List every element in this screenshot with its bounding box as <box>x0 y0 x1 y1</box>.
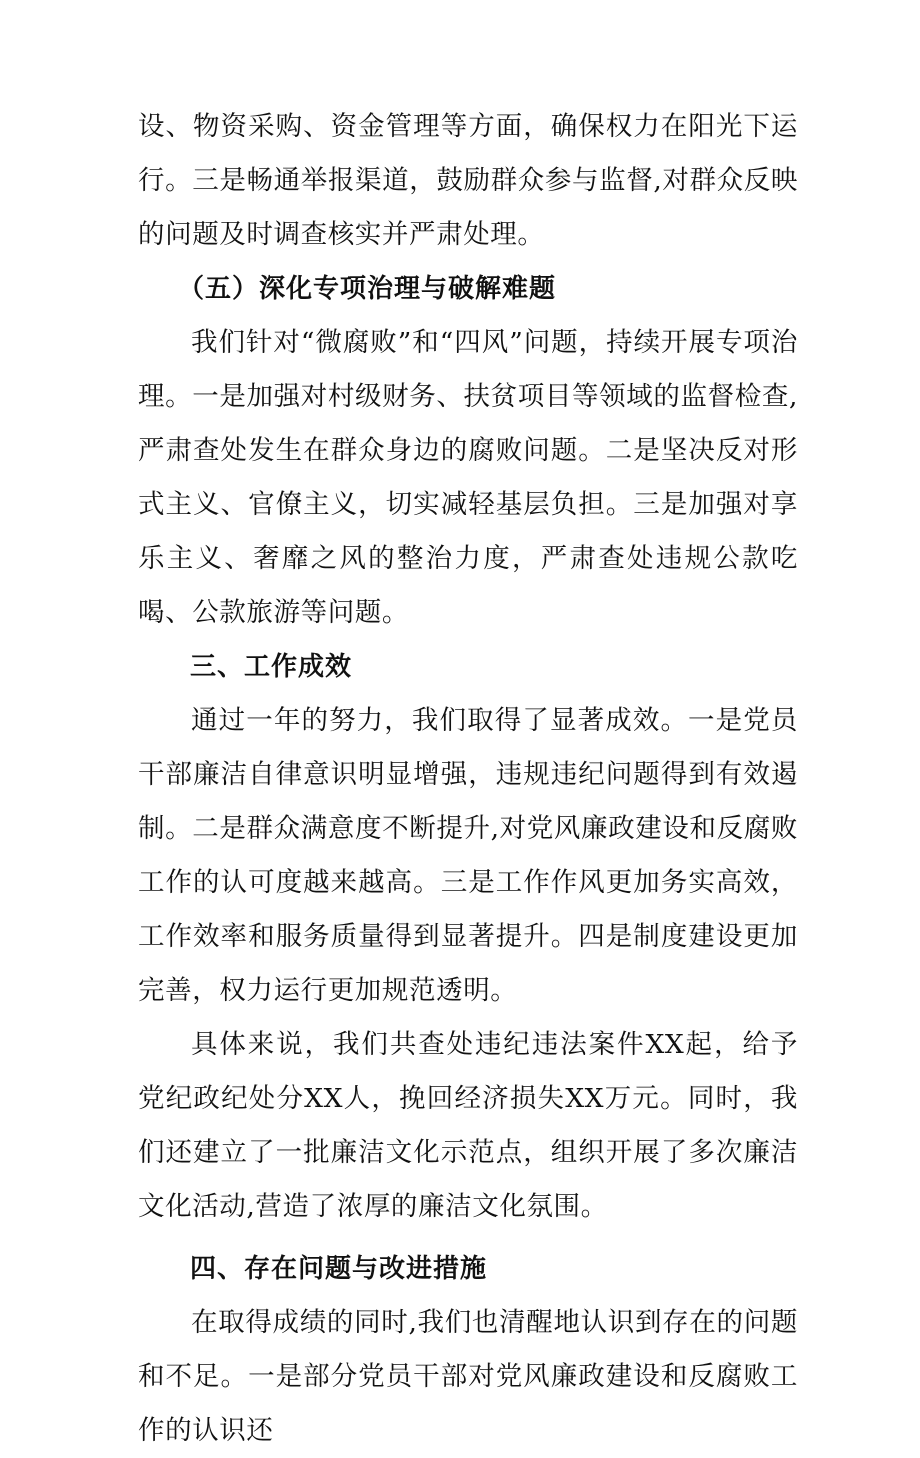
paragraph-continued: 设、物资采购、资金管理等方面，确保权力在阳光下运行。三是畅通举报渠道，鼓励群众参与监督,对群众反映的问题及时调查核实并严肃处理。 <box>138 111 798 250</box>
section-heading-five: （五）深化专项治理与破解难题 <box>178 274 557 304</box>
paragraph-problems: 在取得成绩的同时,我们也清醒地认识到存在的问题和不足。一是部分党员干部对党风廉政建设和反腐败工作的认识还 <box>138 1307 798 1446</box>
section-heading-results: 三、工作成效 <box>190 652 353 682</box>
spacer <box>138 1234 798 1242</box>
paragraph-special-governance: 我们针对“微腐败”和“四风”问题，持续开展专项治理。一是加强对村级财务、扶贫项目等领域的监督检查,严肃查处发生在群众身边的腐败问题。二是坚决反对形式主义、官僚主义，切实减轻基层负担。三是加强对享乐主义、奢靡之风的整治力度，严肃查处违规公款吃喝、公款旅游等问题。 <box>138 327 798 628</box>
document-body <box>138 100 798 1458</box>
section-heading-problems: 四、存在问题与改进措施 <box>190 1254 488 1284</box>
paragraph-results-details: 具体来说，我们共查处违纪违法案件XX起，给予党纪政纪处分XX人，挽回经济损失XX万元。同时，我们还建立了一批廉洁文化示范点，组织开展了多次廉洁文化活动,营造了浓厚的廉洁文化氛围。 <box>138 1029 798 1222</box>
paragraph-results-overview: 通过一年的努力，我们取得了显著成效。一是党员干部廉洁自律意识明显增强，违规违纪问题得到有效遏制。二是群众满意度不断提升,对党风廉政建设和反腐败工作的认可度越来越高。三是工作作风更加务实高效，工作效率和服务质量得到显著提升。四是制度建设更加完善，权力运行更加规范透明。 <box>138 705 798 1006</box>
